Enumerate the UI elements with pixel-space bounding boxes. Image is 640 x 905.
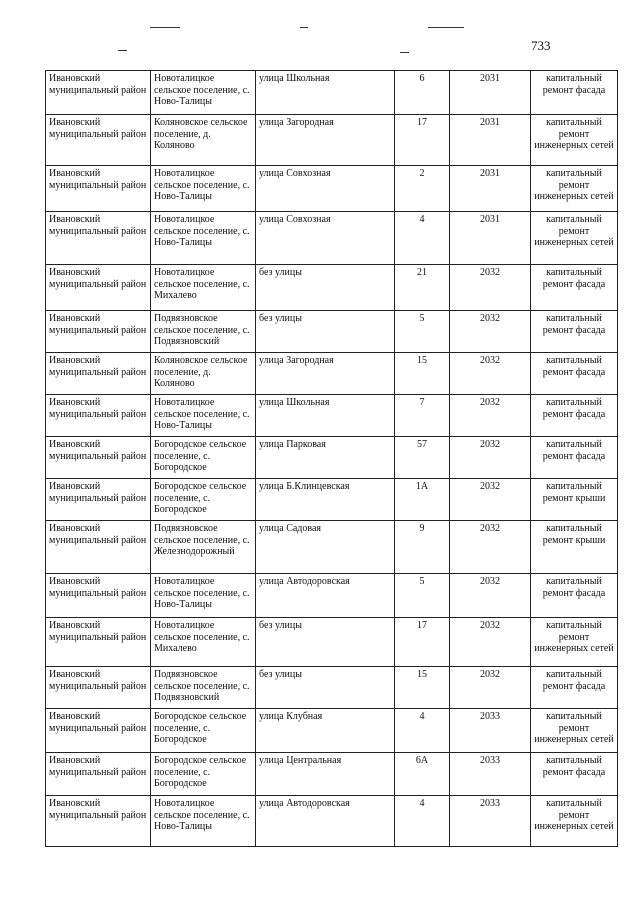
street-cell: улица Автодоровская [256, 574, 395, 618]
work-type-cell: капитальный ремонт инженерных сетей [531, 796, 618, 847]
scan-mark [428, 27, 464, 28]
street-cell: без улицы [256, 265, 395, 311]
district-cell: Ивановский муниципальный район [46, 71, 151, 115]
work-type-cell: капитальный ремонт фасада [531, 353, 618, 395]
district-cell: Ивановский муниципальный район [46, 753, 151, 796]
year-cell: 2031 [450, 115, 531, 166]
settlement-cell: Коляновское сельское поселение, д. Коляново [151, 353, 256, 395]
table-row [46, 166, 618, 212]
district-cell: Ивановский муниципальный район [46, 574, 151, 618]
table-row [46, 395, 618, 437]
work-type-cell: капитальный ремонт фасада [531, 574, 618, 618]
district-cell: Ивановский муниципальный район [46, 115, 151, 166]
scan-mark [118, 50, 127, 51]
house-number-cell: 5 [395, 311, 450, 353]
district-cell: Ивановский муниципальный район [46, 395, 151, 437]
year-cell: 2032 [450, 437, 531, 479]
settlement-cell: Новоталицкое сельское поселение, с. Ново-Талицы [151, 574, 256, 618]
settlement-cell: Богородское сельское поселение, с. Богородское [151, 437, 256, 479]
street-cell: улица Школьная [256, 395, 395, 437]
settlement-cell: Подвязновское сельское поселение, с. Железнодорожный [151, 521, 256, 574]
year-cell: 2031 [450, 166, 531, 212]
house-number-cell: 1А [395, 479, 450, 521]
table-row [46, 212, 618, 265]
year-cell: 2033 [450, 709, 531, 753]
house-number-cell: 4 [395, 709, 450, 753]
year-cell: 2032 [450, 311, 531, 353]
table-row [46, 753, 618, 796]
settlement-cell: Подвязновское сельское поселение, с. Подвязновский [151, 311, 256, 353]
district-cell: Ивановский муниципальный район [46, 667, 151, 709]
table-row [46, 353, 618, 395]
district-cell: Ивановский муниципальный район [46, 479, 151, 521]
work-type-cell: капитальный ремонт инженерных сетей [531, 618, 618, 667]
house-number-cell: 17 [395, 115, 450, 166]
scan-mark [150, 27, 180, 28]
settlement-cell: Богородское сельское поселение, с. Богородское [151, 709, 256, 753]
year-cell: 2032 [450, 265, 531, 311]
district-cell: Ивановский муниципальный район [46, 618, 151, 667]
district-cell: Ивановский муниципальный район [46, 709, 151, 753]
year-cell: 2033 [450, 753, 531, 796]
table-row [46, 709, 618, 753]
settlement-cell: Новоталицкое сельское поселение, с. Ново-Талицы [151, 71, 256, 115]
house-number-cell: 6А [395, 753, 450, 796]
street-cell: улица Совхозная [256, 166, 395, 212]
street-cell: улица Центральная [256, 753, 395, 796]
district-cell: Ивановский муниципальный район [46, 796, 151, 847]
street-cell: улица Б.Клинцевская [256, 479, 395, 521]
work-type-cell: капитальный ремонт фасада [531, 265, 618, 311]
work-type-cell: капитальный ремонт инженерных сетей [531, 212, 618, 265]
scan-mark [300, 27, 308, 28]
settlement-cell: Новоталицкое сельское поселение, с. Михалево [151, 265, 256, 311]
year-cell: 2031 [450, 71, 531, 115]
table-row [46, 115, 618, 166]
year-cell: 2032 [450, 395, 531, 437]
house-number-cell: 21 [395, 265, 450, 311]
scan-mark [400, 52, 409, 53]
work-type-cell: капитальный ремонт инженерных сетей [531, 166, 618, 212]
year-cell: 2032 [450, 574, 531, 618]
street-cell: улица Загородная [256, 115, 395, 166]
page-number: 733 [531, 38, 551, 53]
district-cell: Ивановский муниципальный район [46, 353, 151, 395]
district-cell: Ивановский муниципальный район [46, 212, 151, 265]
district-cell: Ивановский муниципальный район [46, 311, 151, 353]
settlement-cell: Новоталицкое сельское поселение, с. Ново-Талицы [151, 796, 256, 847]
table-row [46, 311, 618, 353]
work-type-cell: капитальный ремонт инженерных сетей [531, 115, 618, 166]
street-cell: без улицы [256, 618, 395, 667]
work-type-cell: капитальный ремонт крыши [531, 479, 618, 521]
district-cell: Ивановский муниципальный район [46, 166, 151, 212]
year-cell: 2032 [450, 521, 531, 574]
settlement-cell: Богородское сельское поселение, с. Богородское [151, 753, 256, 796]
house-number-cell: 15 [395, 353, 450, 395]
street-cell: улица Школьная [256, 71, 395, 115]
table-row [46, 479, 618, 521]
house-number-cell: 15 [395, 667, 450, 709]
house-number-cell: 57 [395, 437, 450, 479]
work-type-cell: капитальный ремонт фасада [531, 667, 618, 709]
work-type-cell: капитальный ремонт фасада [531, 71, 618, 115]
year-cell: 2032 [450, 667, 531, 709]
table-row [46, 521, 618, 574]
house-number-cell: 9 [395, 521, 450, 574]
district-cell: Ивановский муниципальный район [46, 437, 151, 479]
settlement-cell: Новоталицкое сельское поселение, с. Ново-Талицы [151, 166, 256, 212]
district-cell: Ивановский муниципальный район [46, 265, 151, 311]
table-row [46, 618, 618, 667]
work-type-cell: капитальный ремонт фасада [531, 395, 618, 437]
table-row [46, 796, 618, 847]
house-number-cell: 5 [395, 574, 450, 618]
repair-schedule-table [45, 70, 618, 847]
house-number-cell: 4 [395, 796, 450, 847]
street-cell: улица Автодоровская [256, 796, 395, 847]
street-cell: улица Загородная [256, 353, 395, 395]
year-cell: 2033 [450, 796, 531, 847]
work-type-cell: капитальный ремонт инженерных сетей [531, 709, 618, 753]
street-cell: без улицы [256, 311, 395, 353]
table-row [46, 71, 618, 115]
street-cell: улица Совхозная [256, 212, 395, 265]
table-row [46, 574, 618, 618]
street-cell: без улицы [256, 667, 395, 709]
settlement-cell: Богородское сельское поселение, с. Богородское [151, 479, 256, 521]
settlement-cell: Коляновское сельское поселение, д. Коляново [151, 115, 256, 166]
street-cell: улица Клубная [256, 709, 395, 753]
house-number-cell: 2 [395, 166, 450, 212]
settlement-cell: Новоталицкое сельское поселение, с. Ново-Талицы [151, 395, 256, 437]
district-cell: Ивановский муниципальный район [46, 521, 151, 574]
work-type-cell: капитальный ремонт фасада [531, 311, 618, 353]
house-number-cell: 17 [395, 618, 450, 667]
year-cell: 2032 [450, 618, 531, 667]
settlement-cell: Новоталицкое сельское поселение, с. Михалево [151, 618, 256, 667]
house-number-cell: 6 [395, 71, 450, 115]
house-number-cell: 4 [395, 212, 450, 265]
work-type-cell: капитальный ремонт фасада [531, 437, 618, 479]
street-cell: улица Парковая [256, 437, 395, 479]
house-number-cell: 7 [395, 395, 450, 437]
table-row [46, 265, 618, 311]
table-row [46, 437, 618, 479]
settlement-cell: Подвязновское сельское поселение, с. Подвязновский [151, 667, 256, 709]
table-row [46, 667, 618, 709]
year-cell: 2032 [450, 353, 531, 395]
work-type-cell: капитальный ремонт фасада [531, 753, 618, 796]
year-cell: 2031 [450, 212, 531, 265]
settlement-cell: Новоталицкое сельское поселение, с. Ново-Талицы [151, 212, 256, 265]
work-type-cell: капитальный ремонт крыши [531, 521, 618, 574]
table-body [46, 71, 618, 847]
street-cell: улица Садовая [256, 521, 395, 574]
year-cell: 2032 [450, 479, 531, 521]
